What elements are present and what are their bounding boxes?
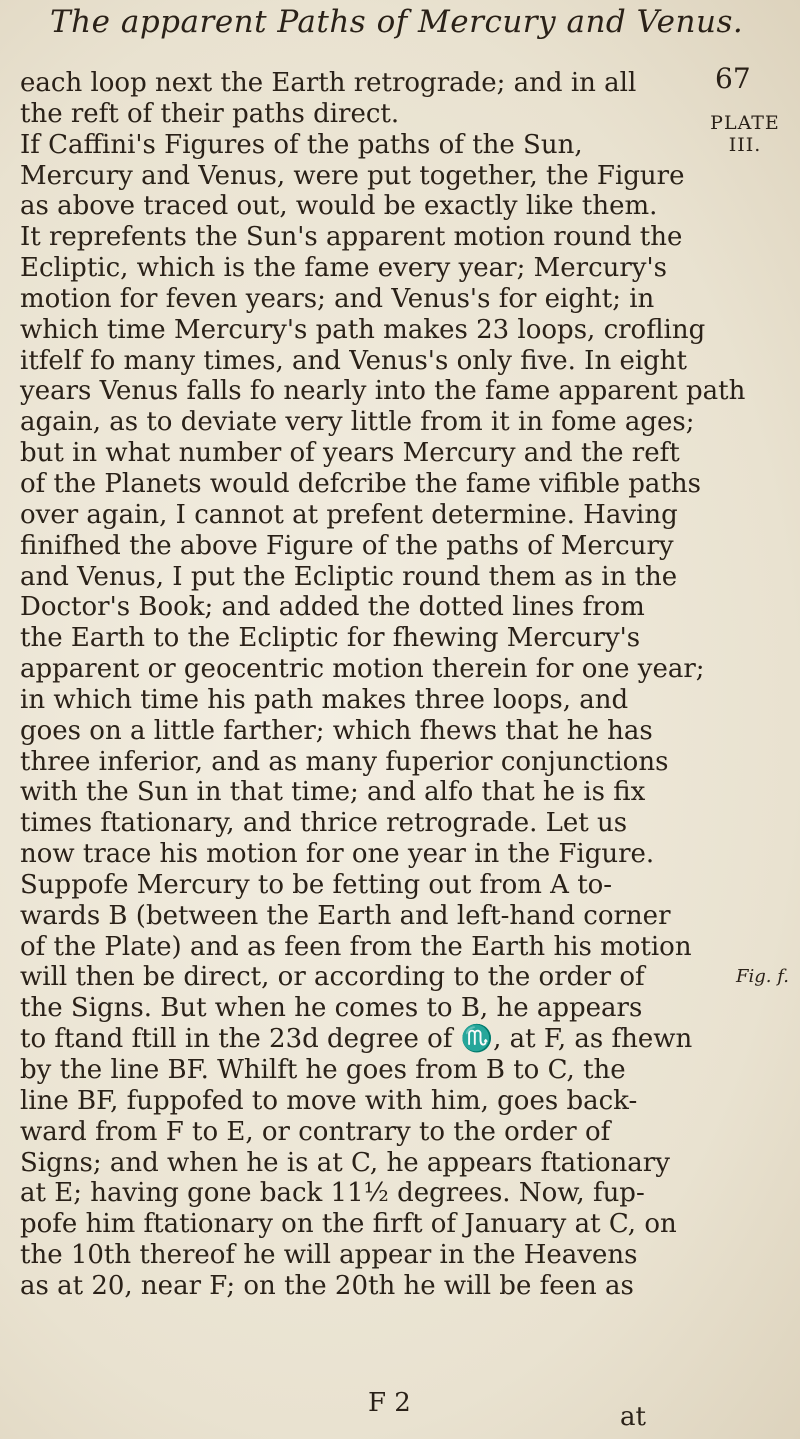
signature-mark: F 2 xyxy=(368,1388,411,1418)
catchword: at xyxy=(620,1402,646,1432)
text-line: Mercury and Venus, were put together, the Figure xyxy=(20,160,685,191)
text-line: line BF, fuppofed to move with him, goes back- xyxy=(20,1085,638,1116)
text-line: the 10th thereof he will appear in the Heavens xyxy=(20,1240,638,1271)
text-line: Signs; and when he is at C, he appears ftationary xyxy=(20,1147,670,1178)
text-line: Doctor's Book; and added the dotted lines from xyxy=(20,592,645,623)
text-line: If Caffini's Figures of the paths of the Sun, xyxy=(20,129,583,160)
text-line: and Venus, I put the Ecliptic round them as in the xyxy=(20,561,678,592)
page-number: 67 xyxy=(715,62,751,95)
text-line: wards B (between the Earth and left-hand corner xyxy=(20,900,671,931)
text-line: ward from F to E, or contrary to the order of xyxy=(20,1116,611,1147)
plate-label xyxy=(700,112,790,156)
text-line: again, as to deviate very little from it in fome ages; xyxy=(20,407,695,438)
figure-label: Fig. f. xyxy=(736,966,789,987)
text-line: now trace his motion for one year in the Figure. xyxy=(20,839,655,870)
text-line: with the Sun in that time; and alfo that he is fix xyxy=(20,777,646,808)
text-line xyxy=(20,1333,700,1364)
text-line: years Venus falls fo nearly into the fame apparent path xyxy=(20,376,746,407)
text-line: each loop next the Earth retrograde; and in all xyxy=(20,68,637,98)
text-line: of the Planets would defcribe the fame vifible paths xyxy=(20,468,701,499)
text-line: apparent or geocentric motion therein for one year; xyxy=(20,654,705,685)
text-line: goes on a little farther; which fhews that he has xyxy=(20,715,653,746)
running-header: The apparent Paths of Mercury and Venus. xyxy=(50,4,744,40)
text-line: motion for feven years; and Venus's for eight; in xyxy=(20,283,655,314)
text-line: the reft of their paths direct. xyxy=(20,98,400,129)
text-line: three inferior, and as many fuperior conjunctions xyxy=(20,746,669,777)
text-line: but in what number of years Mercury and the reft xyxy=(20,438,680,469)
text-line: the Earth to the Ecliptic for fhewing Mercury's xyxy=(20,623,641,654)
text-line: Ecliptic, which is the fame every year; Mercury's xyxy=(20,253,667,284)
text-line: finifhed the above Figure of the paths of Mercury xyxy=(20,530,674,561)
text-line: pofe him ftationary on the firft of January at C, on xyxy=(20,1209,677,1240)
text-line: It reprefents the Sun's apparent motion round the xyxy=(20,222,683,253)
plate-word: PLATE xyxy=(710,112,780,134)
text-line: which time Mercury's path makes 23 loops, crofling xyxy=(20,314,706,345)
text-line: at E; having gone back 11½ degrees. Now, fup- xyxy=(20,1178,645,1209)
text-line: times ftationary, and thrice retrograde. Let us xyxy=(20,808,628,839)
text-line: the Signs. But when he comes to B, he appears xyxy=(20,993,643,1024)
text-line: as above traced out, would be exactly like them. xyxy=(20,191,658,222)
text-line: as at 20, near F; on the 20th he will be feen as xyxy=(20,1270,634,1301)
text-line xyxy=(20,1302,700,1333)
text-line: will then be direct, or according to the order of xyxy=(20,962,645,993)
text-line: in which time his path makes three loops, and xyxy=(20,684,629,715)
text-line xyxy=(20,1363,700,1394)
text-line: over again, I cannot at prefent determine. Having xyxy=(20,499,678,530)
text-line: of the Plate) and as feen from the Earth his motion xyxy=(20,931,692,962)
text-line: itfelf fo many times, and Venus's only five. In eight xyxy=(20,345,687,376)
plate-number: III. xyxy=(728,134,762,156)
text-line: Suppofe Mercury to be fetting out from A to- xyxy=(20,869,613,900)
text-line: to ftand ftill in the 23d degree of ♏, at F, as fhewn xyxy=(20,1024,693,1055)
text-line: by the line BF. Whilft he goes from B to C, the xyxy=(20,1055,626,1085)
text-line xyxy=(20,1394,700,1425)
